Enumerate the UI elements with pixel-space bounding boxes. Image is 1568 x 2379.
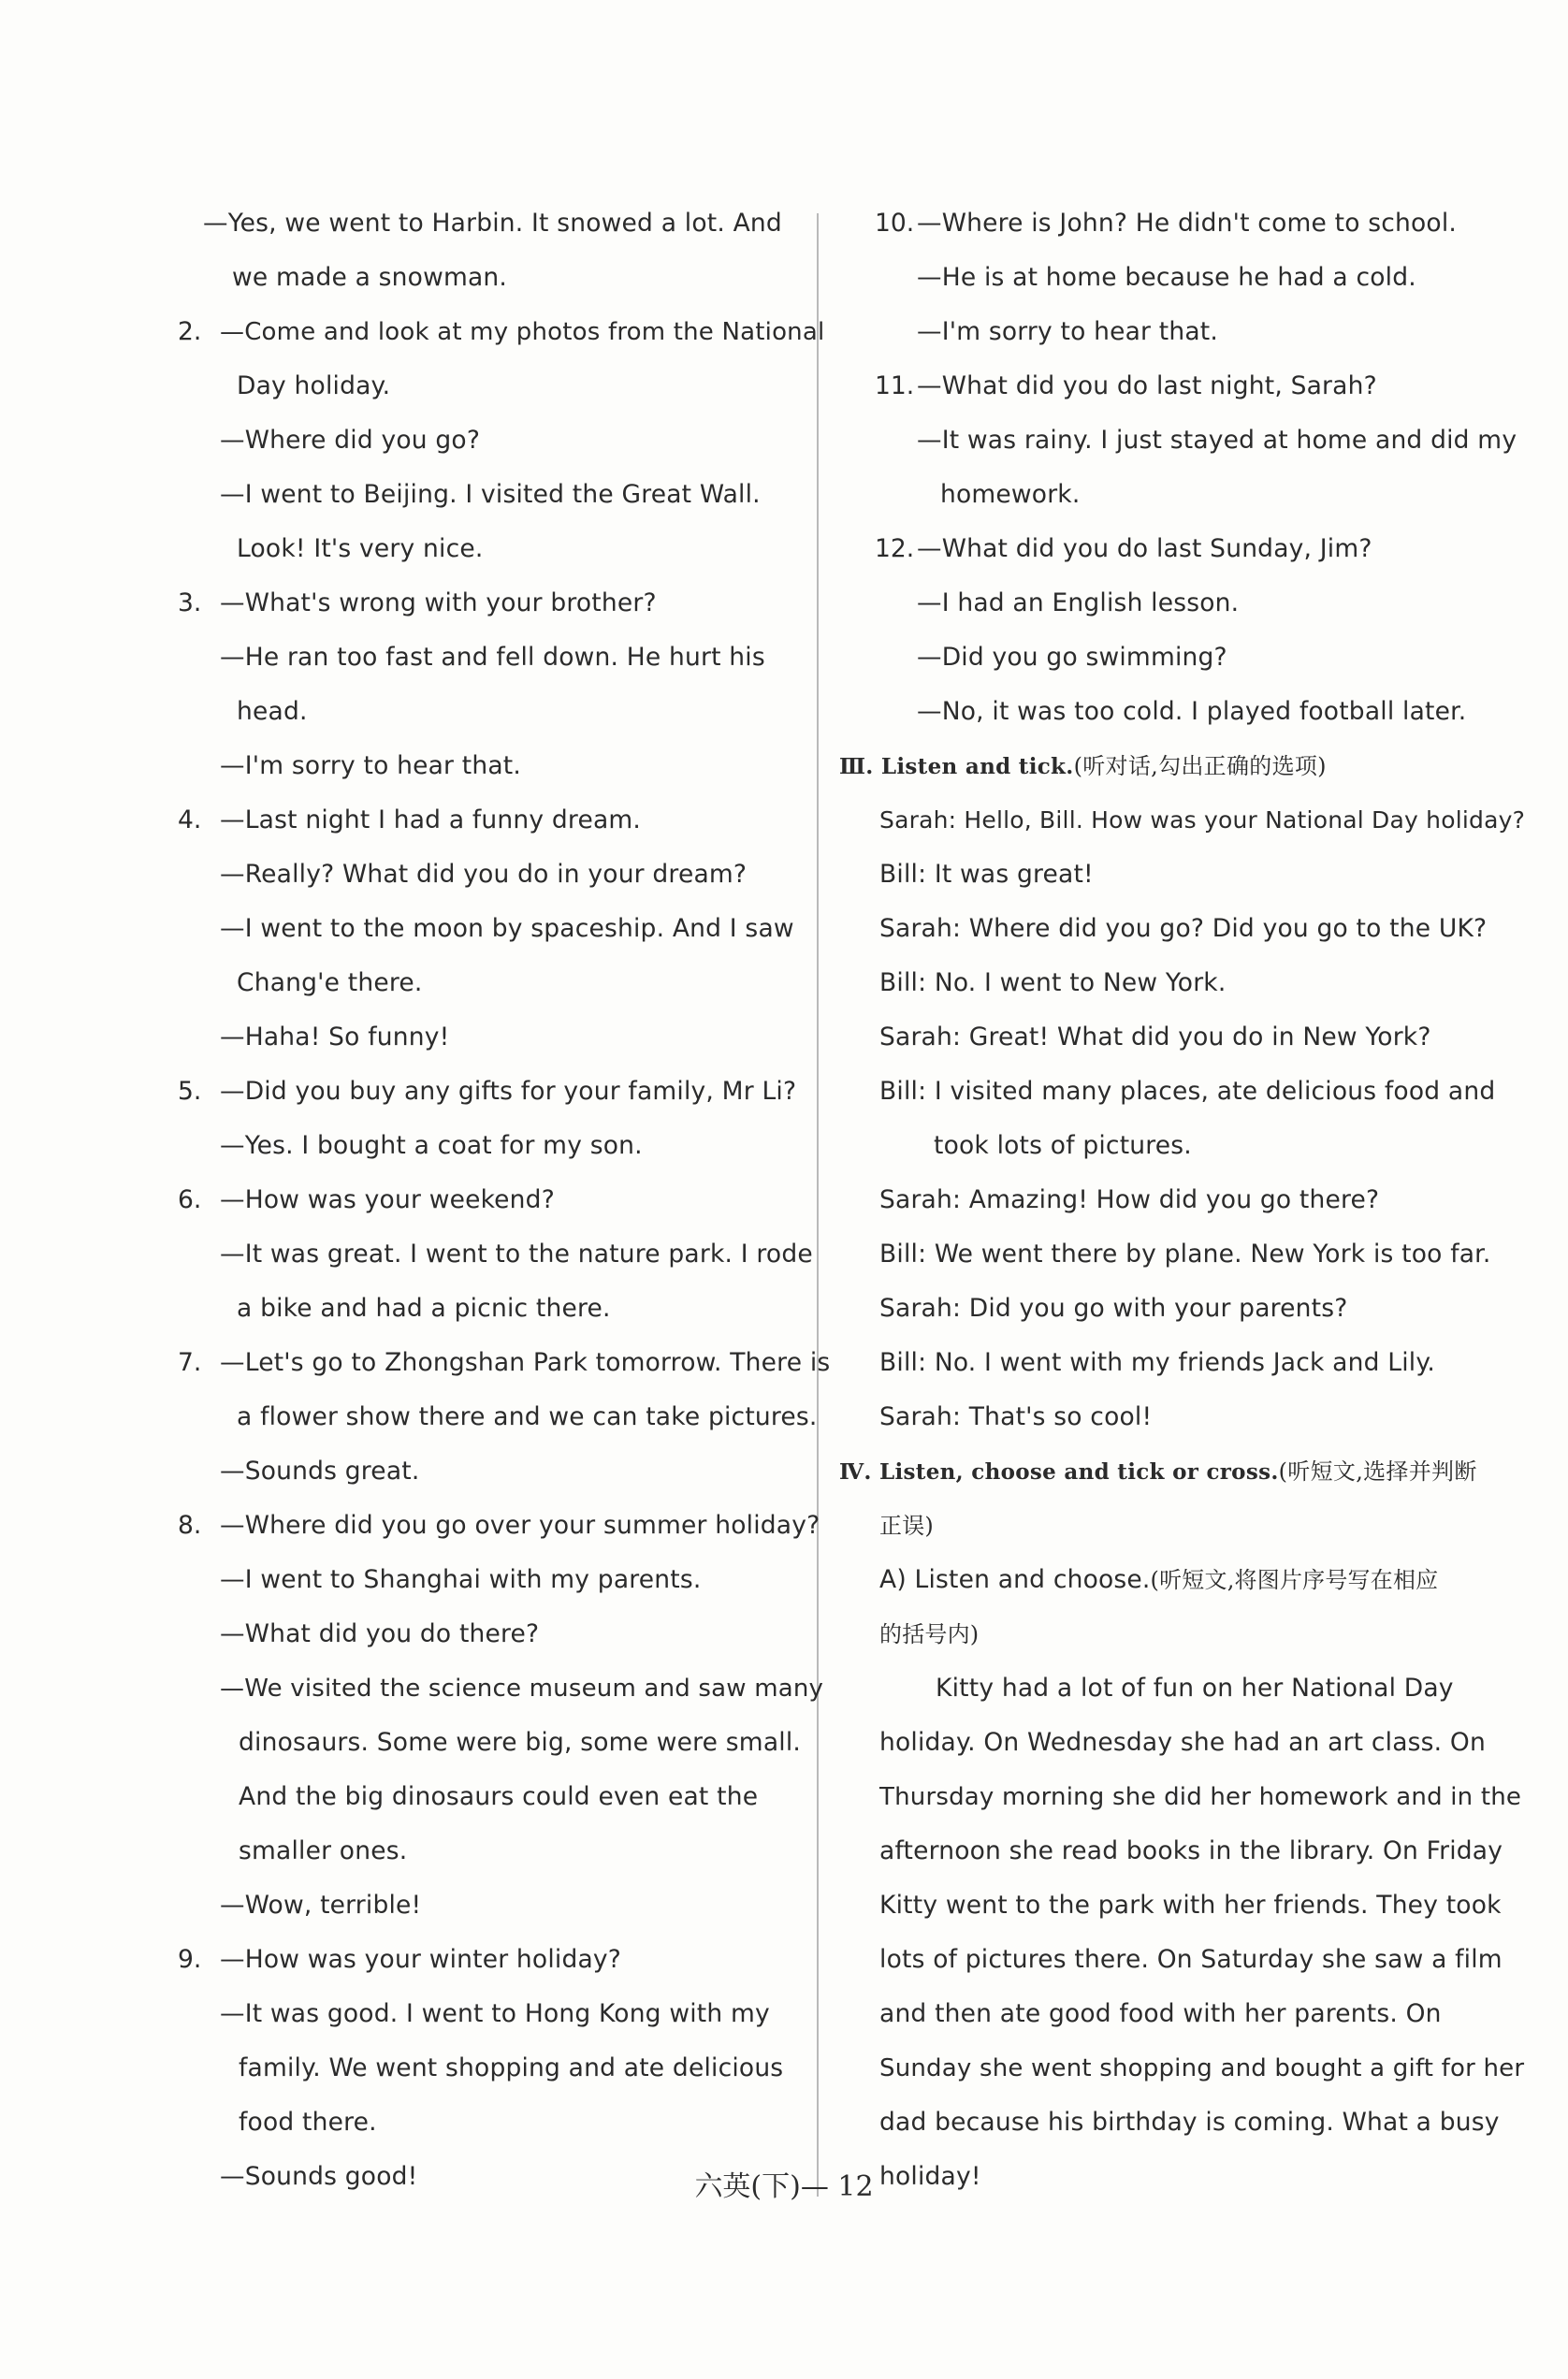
item-number: 8. (178, 1511, 202, 1540)
dialog-line: —I went to the moon by spaceship. And I saw (220, 914, 794, 943)
item-number: 6. (178, 1185, 202, 1214)
item-number: 2. (178, 317, 202, 346)
dialog-line: —I went to Shanghai with my parents. (220, 1565, 702, 1594)
passage-line: Sunday she went shopping and bought a gift for her (879, 2054, 1525, 2082)
dialog-line: Chang'e there. (237, 968, 423, 997)
dialog-line: Sarah: Great! What did you do in New York? (879, 1023, 1431, 1052)
item-number: 9. (178, 1945, 202, 1974)
passage-line: Kitty went to the park with her friends. They took (879, 1891, 1502, 1920)
part-a-instruction: (听短文,将图片序号写在相应 (1150, 1567, 1439, 1593)
dialog-line: —Haha! So funny! (220, 1023, 450, 1052)
item-number: 11. (875, 371, 915, 400)
page-footer: 六英(下)— 12 (694, 2170, 874, 2203)
dialog-line: Bill: I visited many places, ate delicious food and (879, 1077, 1496, 1106)
dialog-line: —I'm sorry to hear that. (220, 751, 522, 780)
dialog-line: —It was good. I went to Hong Kong with my (220, 1999, 770, 2028)
dialog-line: —Did you buy any gifts for your family, Mr Li? (220, 1077, 797, 1106)
dialog-line: —Yes. I bought a coat for my son. (220, 1131, 643, 1160)
dialog-line: Day holiday. (237, 371, 391, 400)
item-number: 10. (875, 209, 915, 238)
passage-line: lots of pictures there. On Saturday she saw a film (879, 1945, 1503, 1974)
dialog-line: smaller ones. (239, 1836, 408, 1865)
passage-line: afternoon she read books in the library. On Friday (879, 1836, 1503, 1865)
dialog-line: —Let's go to Zhongshan Park tomorrow. There is (220, 1348, 831, 1377)
dialog-line: —Last night I had a funny dream. (220, 805, 642, 834)
dialog-line: Bill: We went there by plane. New York is too far. (879, 1240, 1491, 1269)
dialog-line: —Did you go swimming? (917, 643, 1227, 672)
passage-line: Kitty had a lot of fun on her National Day (936, 1674, 1454, 1703)
dialog-line: —Really? What did you do in your dream? (220, 860, 748, 889)
dialog-line: Bill: It was great! (879, 860, 1094, 889)
part-a-heading (879, 1564, 1438, 1596)
column-divider (817, 213, 819, 2197)
dialog-line: Look! It's very nice. (237, 534, 484, 563)
dialog-line: head. (237, 697, 308, 726)
section-title: Ⅳ. Listen, choose and tick or cross. (839, 1459, 1279, 1485)
dialog-line: —He is at home because he had a cold. (917, 263, 1416, 292)
dialog-line: —Come and look at my photos from the National (220, 318, 825, 346)
dialog-line: —What did you do last night, Sarah? (917, 371, 1377, 400)
dialog-line: dinosaurs. Some were big, some were small. (239, 1728, 802, 1757)
dialog-line: —Sounds good! (220, 2162, 418, 2191)
dialog-line: —It was great. I went to the nature park. I rode (220, 1240, 813, 1269)
passage-line: holiday! (879, 2162, 981, 2191)
section-instruction: (听短文,选择并判断 (1278, 1458, 1477, 1485)
dialog-line: —We visited the science museum and saw many (220, 1675, 824, 1703)
dialog-line: And the big dinosaurs could even eat the (239, 1782, 759, 1811)
dialog-line: —I'm sorry to hear that. (917, 317, 1219, 346)
section-instruction-cont: 正误) (879, 1513, 934, 1539)
dialog-line: Bill: No. I went to New York. (879, 968, 1227, 997)
dialog-line: —Where is John? He didn't come to school. (917, 209, 1458, 238)
item-number: 3. (178, 588, 202, 617)
section-heading-3 (839, 750, 1327, 783)
item-number: 7. (178, 1348, 202, 1377)
dialog-line: —How was your winter holiday? (220, 1945, 622, 1974)
section-title: Ⅲ. Listen and tick. (839, 754, 1074, 779)
dialog-line: Sarah: Amazing! How did you go there? (879, 1185, 1380, 1214)
passage-line: holiday. On Wednesday she had an art class. On (879, 1728, 1486, 1757)
part-a-title: A) Listen and choose. (879, 1565, 1151, 1594)
dialog-line: —I had an English lesson. (917, 588, 1240, 617)
dialog-line: —No, it was too cold. I played football later. (917, 697, 1467, 726)
section-heading-4 (839, 1456, 1477, 1488)
dialog-line: —He ran too fast and fell down. He hurt his (220, 643, 765, 672)
dialog-line: —Yes, we went to Harbin. It snowed a lot. And (203, 209, 782, 238)
dialog-line: Bill: No. I went with my friends Jack and Lily. (879, 1348, 1436, 1377)
dialog-line: —What's wrong with your brother? (220, 588, 657, 617)
dialog-line: food there. (239, 2108, 377, 2137)
item-number: 5. (178, 1077, 202, 1106)
dialog-line: Sarah: Where did you go? Did you go to the UK? (879, 914, 1488, 943)
dialog-line: —Where did you go? (220, 426, 481, 455)
item-number: 12. (875, 534, 915, 563)
dialog-line: we made a snowman. (232, 263, 508, 292)
dialog-line: a flower show there and we can take pictures. (237, 1402, 818, 1431)
dialog-line: —Where did you go over your summer holiday? (220, 1511, 820, 1540)
dialog-line: —It was rainy. I just stayed at home and did my (917, 426, 1517, 455)
dialog-line: —What did you do there? (220, 1619, 540, 1648)
dialog-line: a bike and had a picnic there. (237, 1294, 611, 1323)
part-a-instruction-cont: 的括号内) (879, 1621, 980, 1647)
dialog-line: —How was your weekend? (220, 1185, 555, 1214)
dialog-line: homework. (940, 480, 1081, 509)
section-instruction: (听对话,勾出正确的选项) (1073, 753, 1327, 779)
dialog-line: —What did you do last Sunday, Jim? (917, 534, 1372, 563)
dialog-line: Sarah: Hello, Bill. How was your National Day holiday? (879, 806, 1526, 834)
dialog-line: —I went to Beijing. I visited the Great Wall. (220, 480, 761, 509)
dialog-line: took lots of pictures. (934, 1131, 1192, 1160)
dialog-line: Sarah: That's so cool! (879, 1402, 1153, 1431)
passage-line: dad because his birthday is coming. What a busy (879, 2108, 1500, 2137)
passage-line: Thursday morning she did her homework and in the (879, 1783, 1522, 1811)
dialog-line: —Sounds great. (220, 1457, 420, 1486)
dialog-line: —Wow, terrible! (220, 1891, 422, 1920)
dialog-line: family. We went shopping and ate delicious (239, 2053, 784, 2082)
dialog-line: Sarah: Did you go with your parents? (879, 1294, 1348, 1323)
item-number: 4. (178, 805, 202, 834)
passage-line: and then ate good food with her parents. On (879, 1999, 1442, 2028)
